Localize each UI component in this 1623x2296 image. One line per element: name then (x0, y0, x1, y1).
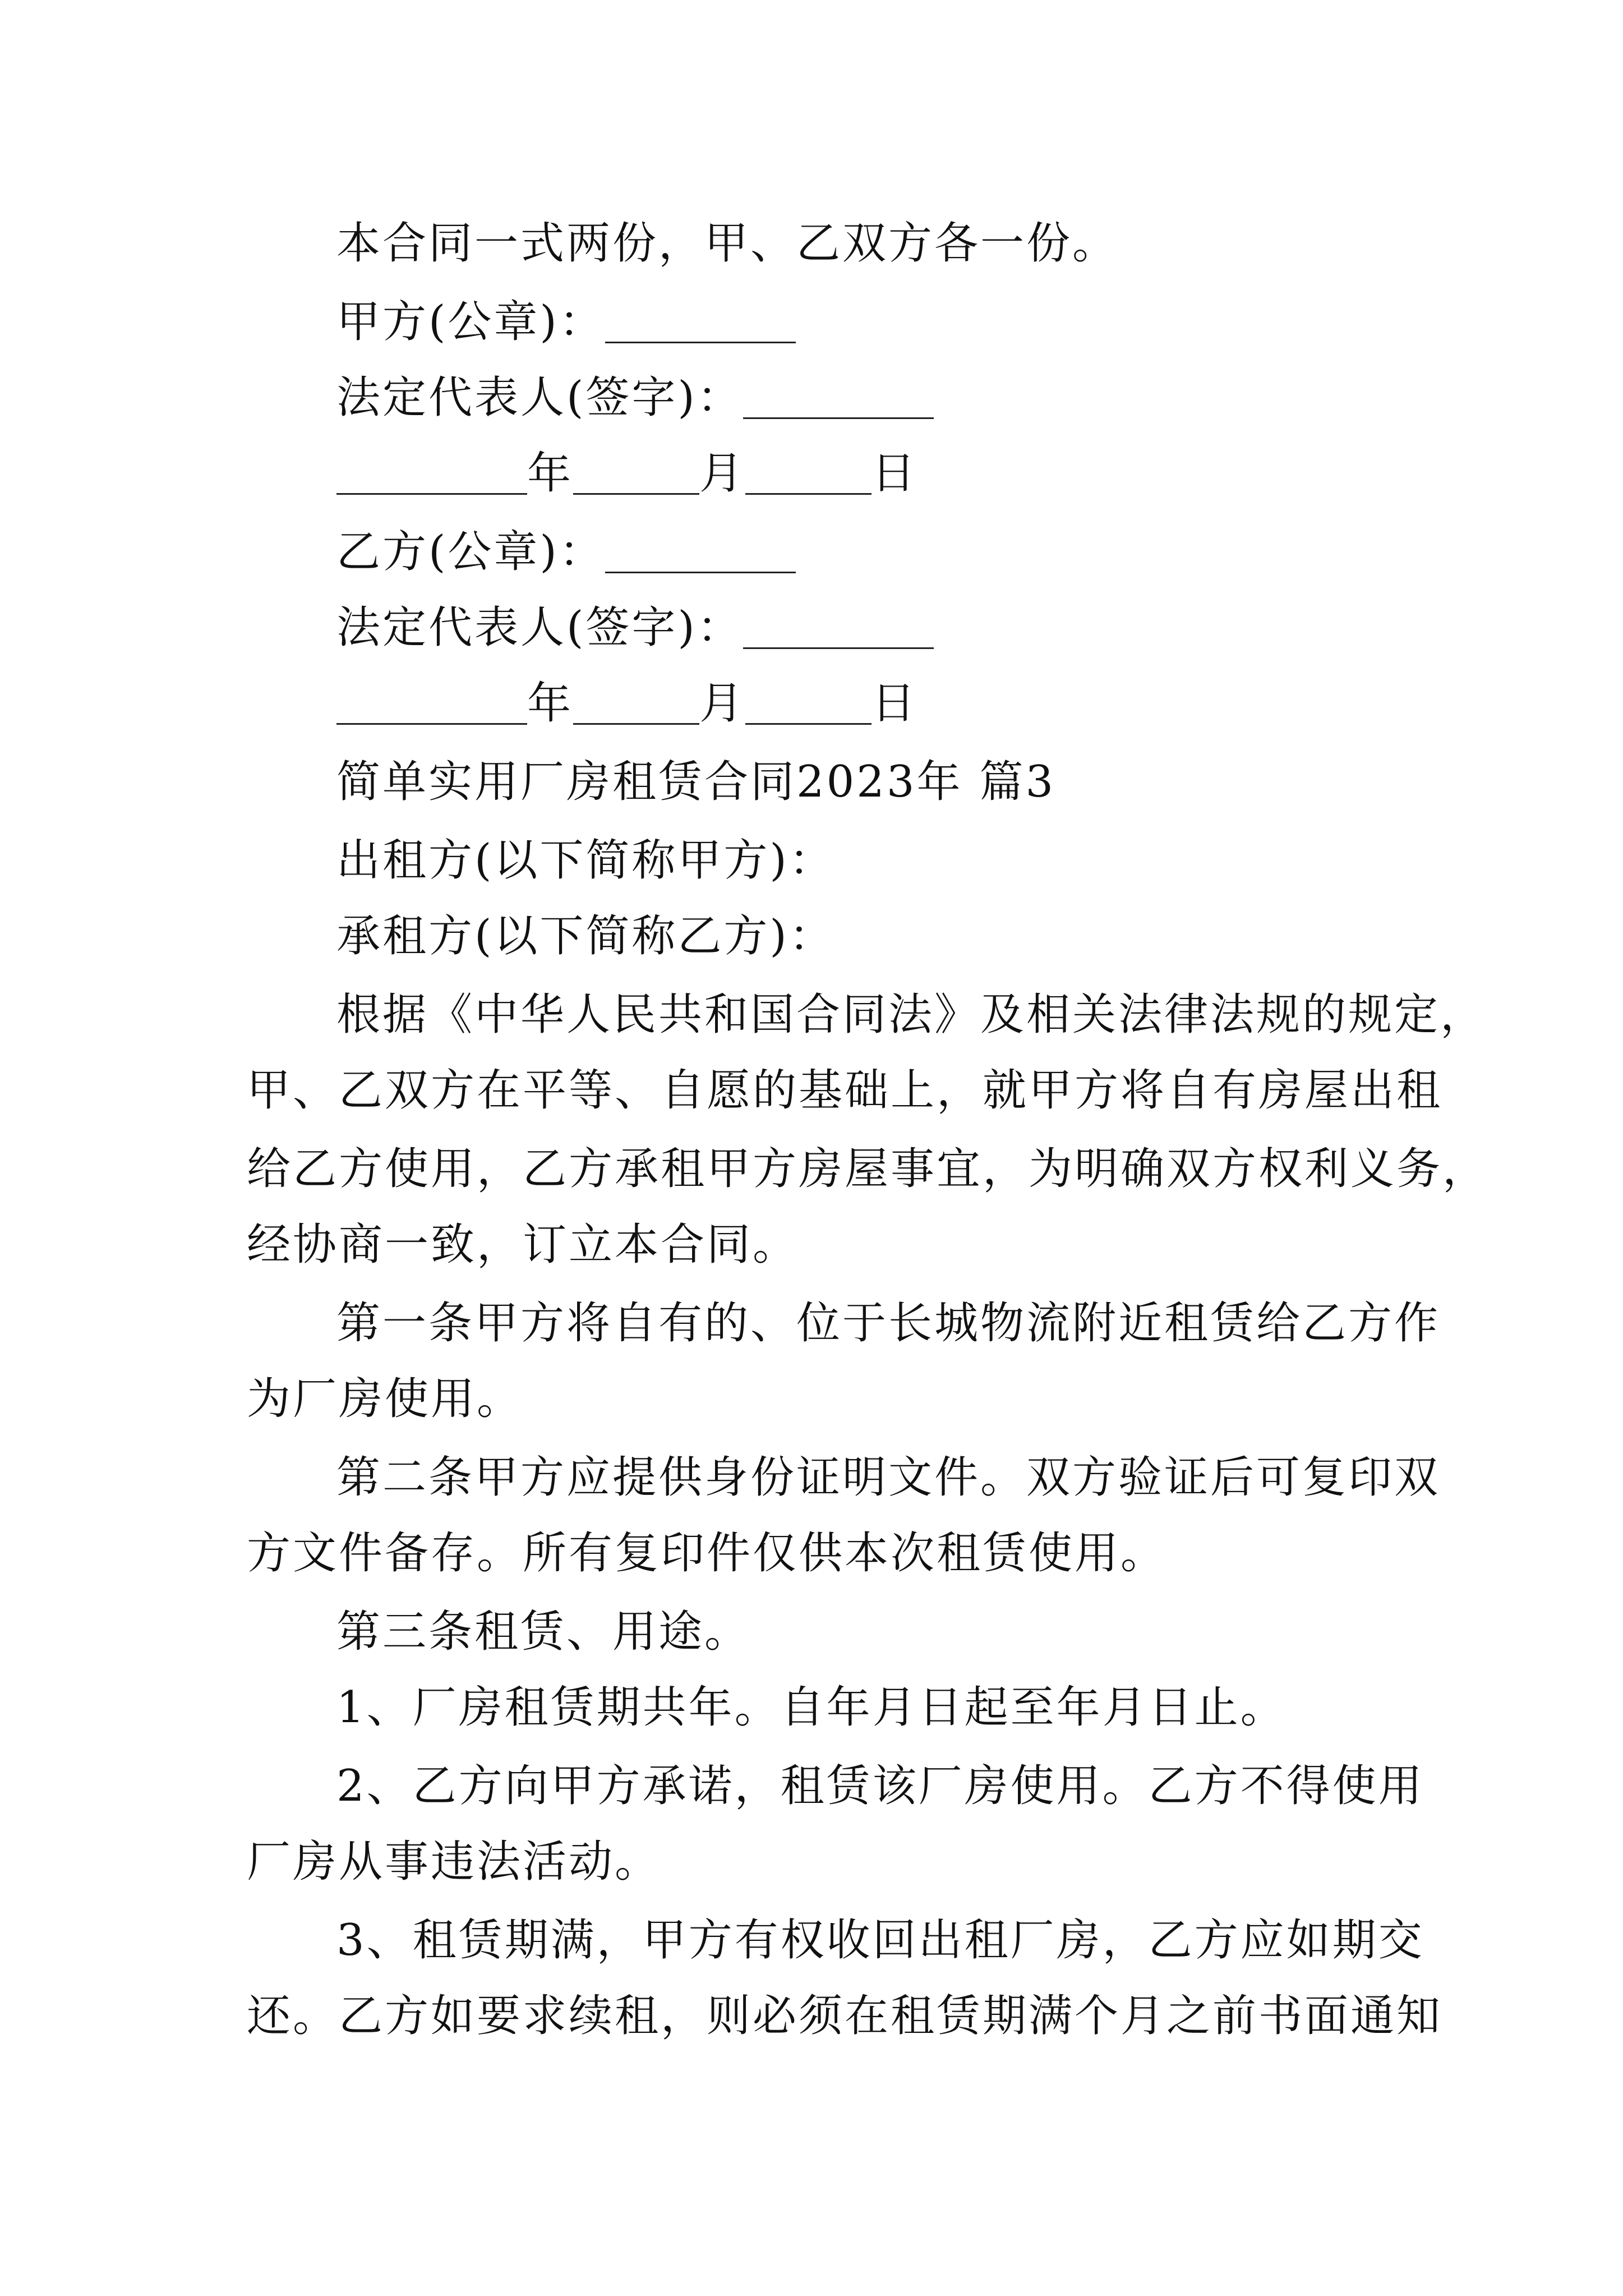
party-b-day-label: 日 (872, 678, 918, 729)
party-b-seal-blank (605, 532, 796, 573)
preamble-line-4: 经协商一致，订立本合同。 (247, 1220, 799, 1270)
preamble-line-2: 甲、乙双方在平等、自愿的基础上，就甲方将自有房屋出租 (247, 1065, 1443, 1116)
party-a-date-line (336, 448, 1391, 499)
party-b-representative-line (336, 602, 1391, 653)
party-b-day-blank (745, 684, 872, 725)
party-a-representative-label: 法定代表人(签字)： (336, 372, 743, 423)
party-b-signature-blank (743, 608, 934, 649)
lessor-line: 出租方(以下简称甲方)： (336, 835, 835, 886)
party-a-signature-blank (743, 378, 934, 419)
party-a-year-blank (336, 454, 527, 495)
party-b-year-label: 年 (527, 678, 574, 729)
article-3-item-1: 1、厂房租赁期共年。自年月日起至年月日止。 (336, 1682, 1287, 1733)
copies-clause: 本合同一式两份，甲、乙双方各一份。 (336, 218, 1119, 269)
article-2-line-2: 方文件备存。所有复印件仅供本次租赁使用。 (247, 1528, 1167, 1579)
party-a-year-label: 年 (527, 448, 574, 499)
preamble-line-1: 根据《中华人民共和国合同法》及相关法律法规的规定， (336, 990, 1487, 1040)
article-3-item-2-line-2: 厂房从事违法活动。 (247, 1837, 661, 1887)
party-b-seal-label: 乙方(公章)： (336, 527, 605, 577)
party-a-seal-blank (605, 302, 796, 343)
party-b-month-label: 月 (699, 678, 746, 729)
contract-title: 简单实用厂房租赁合同2023年 (336, 757, 963, 807)
lessee-line: 承租方(以下简称乙方)： (336, 911, 835, 961)
party-b-month-blank (573, 684, 699, 725)
section-number: 篇3 (979, 757, 1056, 807)
party-a-month-blank (573, 454, 699, 495)
article-3-item-3-line-1: 3、租赁期满，甲方有权收回出租厂房，乙方应如期交 (336, 1915, 1424, 1966)
party-b-date-line (336, 678, 1391, 729)
party-a-month-label: 月 (699, 448, 746, 499)
article-1-line-2: 为厂房使用。 (247, 1374, 523, 1424)
party-b-year-blank (336, 684, 527, 725)
party-a-seal-label: 甲方(公章)： (336, 297, 605, 347)
party-a-day-label: 日 (872, 448, 918, 499)
preamble-line-3: 给乙方使用，乙方承租甲方房屋事宜，为明确双方权利义务， (247, 1144, 1489, 1194)
article-3-item-2-line-1: 2、乙方向甲方承诺，租赁该厂房使用。乙方不得使用 (336, 1761, 1424, 1811)
party-b-representative-label: 法定代表人(签字)： (336, 602, 743, 653)
section-title (336, 757, 1391, 807)
article-1-line-1: 第一条甲方将自有的、位于长城物流附近租赁给乙方作 (336, 1298, 1441, 1349)
article-3-item-3-line-2: 还。乙方如要求续租，则必须在租赁期满个月之前书面通知 (247, 1991, 1443, 2041)
party-b-seal-line (336, 527, 1391, 577)
article-3-heading: 第三条租赁、用途。 (336, 1607, 751, 1657)
party-a-representative-line (336, 372, 1391, 423)
article-2-line-1: 第二条甲方应提供身份证明文件。双方验证后可复印双 (336, 1452, 1441, 1503)
party-a-seal-line (336, 297, 1391, 347)
party-a-day-blank (745, 454, 872, 495)
